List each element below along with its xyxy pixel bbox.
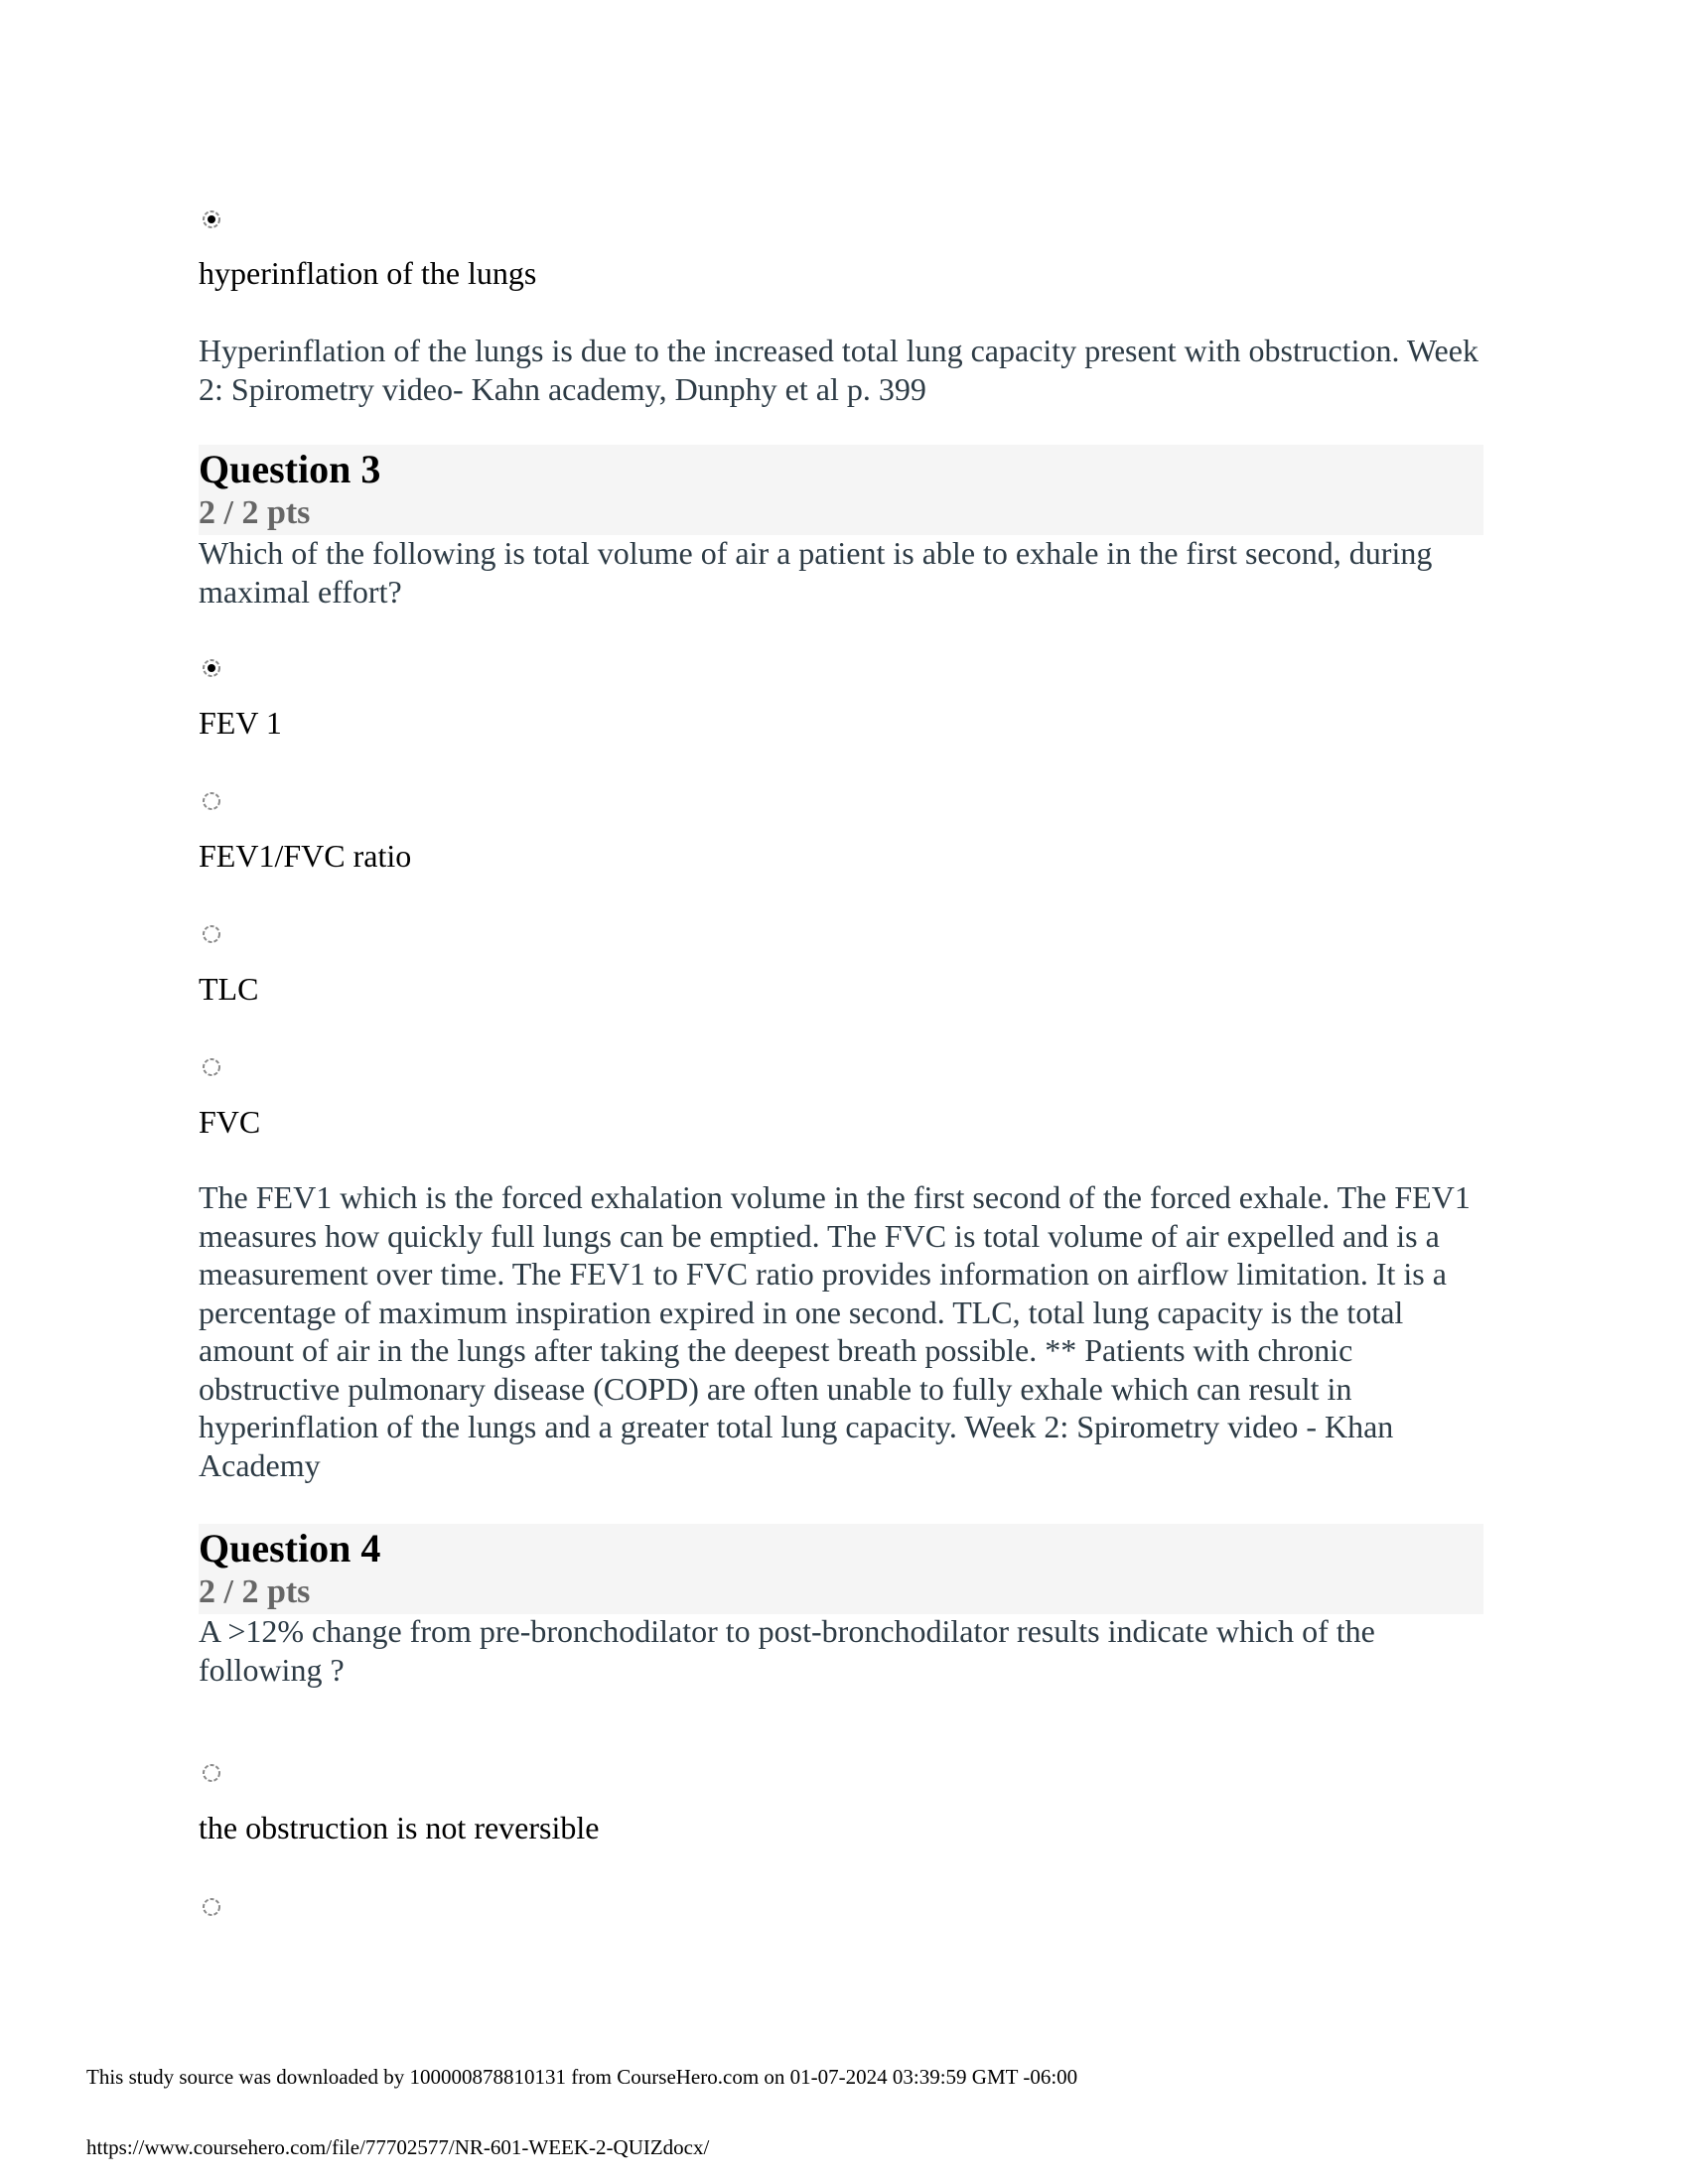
- answer-label: FEV1/FVC ratio: [199, 838, 412, 874]
- answer-explanation: The FEV1 which is the forced exhalation volume in the first second of the forced exhale. The FEV1 measures how quickly full lungs can be emptied. The FVC is total volume of air expelled and is a measurement over time. The FEV1 to FVC ratio provides information on airflow limitation. It is a percentage of maximum inspiration expired in one second. TLC, total lung capacity is the total amount of air in the lungs after taking the deepest breath possible. ** Patients with chronic obstructive pulmonary disease (COPD) are often unable to fully exhale which can result in hyperinflation of the lungs and a greater total lung capacity. Week 2: Spirometry video - Khan Academy: [199, 1179, 1471, 1483]
- answer-label: TLC: [199, 971, 259, 1007]
- question-text: A >12% change from pre-bronchodilator to post-bronchodilator results indicate which of the following ?: [199, 1613, 1375, 1688]
- radio-selected-icon[interactable]: [201, 657, 222, 679]
- radio-unselected-icon[interactable]: [201, 1762, 222, 1784]
- question-title: Question 3: [199, 447, 381, 491]
- radio-selected-icon[interactable]: [201, 208, 222, 230]
- answer-label: hyperinflation of the lungs: [199, 255, 537, 291]
- answer-label: the obstruction is not reversible: [199, 1810, 600, 1845]
- answer-explanation: Hyperinflation of the lungs is due to the increased total lung capacity present with obstruction. Week 2: Spirometry video- Kahn academy, Dunphy et al p. 399: [199, 333, 1478, 407]
- download-source-note: This study source was downloaded by 100000878810131 from CourseHero.com on 01-07-2024 03:39:59 GMT -06:00: [86, 2065, 1078, 2089]
- radio-unselected-icon[interactable]: [201, 1896, 222, 1918]
- question-title: Question 4: [199, 1526, 381, 1570]
- question-points: 2 / 2 pts: [199, 1573, 311, 1610]
- answer-label: FEV 1: [199, 705, 282, 741]
- question-header: [199, 445, 1483, 535]
- question-text: Which of the following is total volume of air a patient is able to exhale in the first second, during maximal effort?: [199, 535, 1433, 610]
- answer-label: FVC: [199, 1104, 261, 1140]
- radio-unselected-icon[interactable]: [201, 1056, 222, 1078]
- question-points: 2 / 2 pts: [199, 494, 311, 531]
- radio-unselected-icon[interactable]: [201, 923, 222, 945]
- radio-unselected-icon[interactable]: [201, 790, 222, 812]
- source-url: https://www.coursehero.com/file/77702577/NR-601-WEEK-2-QUIZdocx/: [86, 2135, 710, 2159]
- question-header: [199, 1524, 1483, 1614]
